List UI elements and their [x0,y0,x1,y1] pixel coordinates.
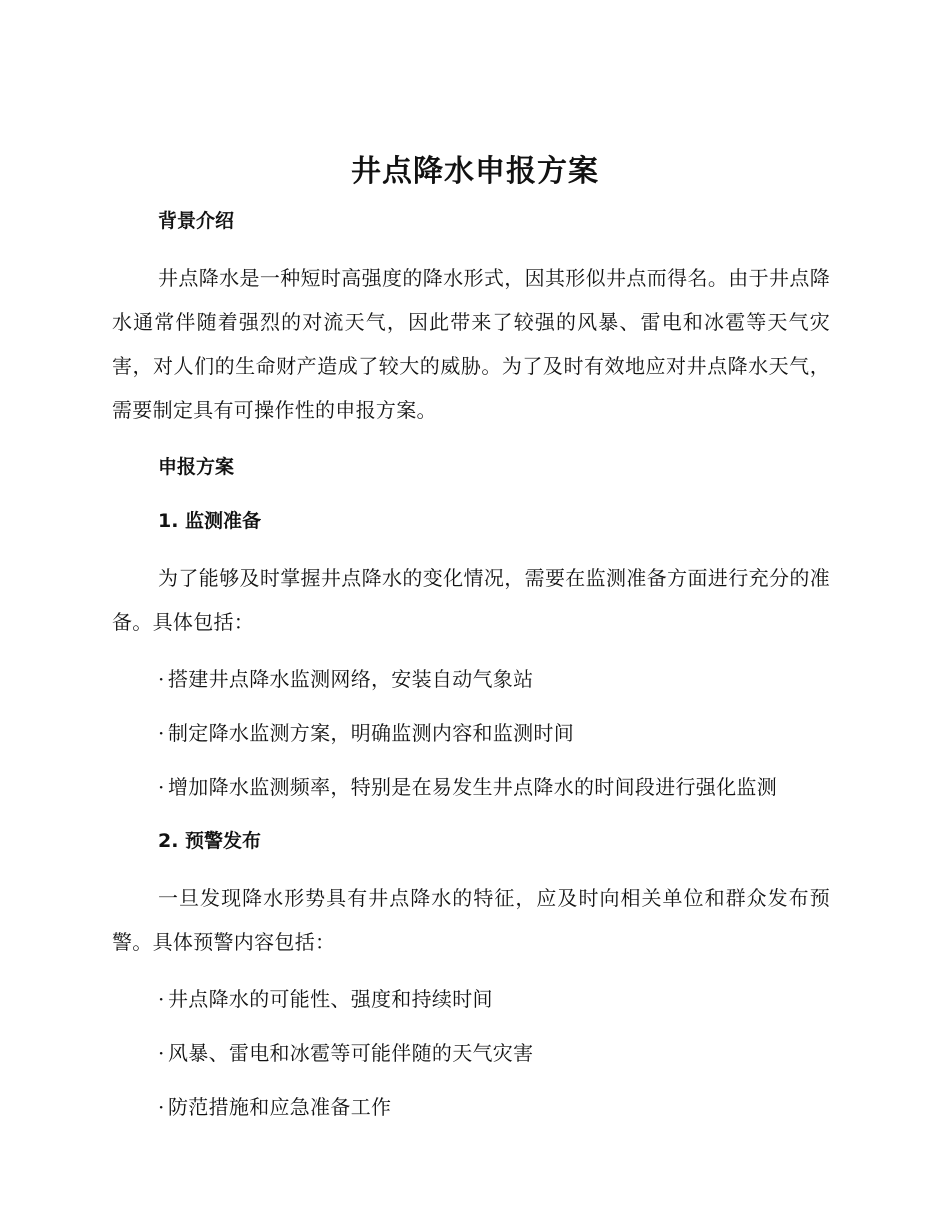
list-item-text: 井点降水的可能性、强度和持续时间 [168,987,493,1011]
section-heading: 申报方案 [158,456,235,478]
bullet-list [112,980,830,1126]
list-item-text: 搭建井点降水监测网络，安装自动气象站 [168,667,534,691]
subsection-heading: 1. 监测准备 [158,510,262,532]
list-item [112,660,830,698]
list-item [112,980,830,1018]
body-paragraph: 一旦发现降水形势具有井点降水的特征，应及时向相关单位和群众发布预警。具体预警内容包括： [112,886,830,954]
list-item [112,768,830,806]
bullet-dot: · [158,1095,165,1119]
bullet-list [112,660,830,806]
document-title: 井点降水申报方案 [351,154,599,189]
list-item-text: 增加降水监测频率，特别是在易发生井点降水的时间段进行强化监测 [168,775,777,799]
bullet-dot: · [158,1041,165,1065]
section-monitoring-preparation [112,502,830,806]
bullet-dot: · [158,775,165,799]
section-warning-release [112,822,830,1126]
list-item-text: 制定降水监测方案，明确监测内容和监测时间 [168,721,574,745]
section-background [112,202,830,432]
list-item [112,1034,830,1072]
list-item-text: 防范措施和应急准备工作 [168,1095,392,1119]
section-plan [112,448,830,486]
list-item [112,714,830,752]
bullet-dot: · [158,721,165,745]
body-paragraph: 为了能够及时掌握井点降水的变化情况，需要在监测准备方面进行充分的准备。具体包括： [112,566,830,634]
bullet-dot: · [158,667,165,691]
list-item-text: 风暴、雷电和冰雹等可能伴随的天气灾害 [168,1041,534,1065]
body-paragraph: 井点降水是一种短时高强度的降水形式，因其形似井点而得名。由于井点降水通常伴随着强烈的对流天气，因此带来了较强的风暴、雷电和冰雹等天气灾害，对人们的生命财产造成了较大的威胁。为了及时有效地应对井点降水天气，需要制定具有可操作性的申报方案。 [112,266,830,422]
bullet-dot: · [158,987,165,1011]
subsection-heading: 2. 预警发布 [158,830,262,852]
section-heading: 背景介绍 [158,210,235,232]
list-item [112,1088,830,1126]
document-body [112,202,830,1142]
